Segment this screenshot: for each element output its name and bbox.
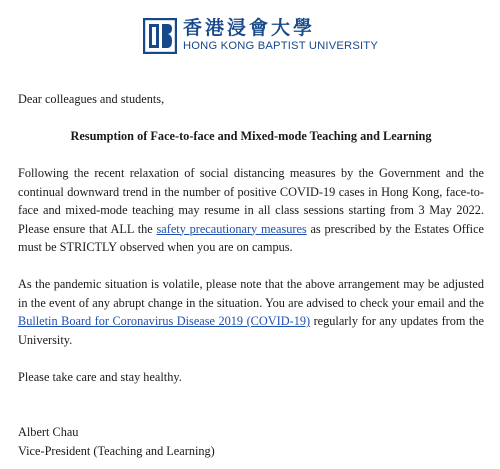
closing-line: Please take care and stay healthy. [18,369,182,384]
signatory-title: Vice-President (Teaching and Learning) [18,443,215,458]
paragraph-resumption [18,164,484,257]
university-emblem-icon [143,18,177,54]
university-name-english: HONG KONG BAPTIST UNIVERSITY [183,40,378,52]
paragraph-text: regularly for any updates from the University. [18,314,484,347]
signatory-name: Albert Chau [18,425,79,439]
letter-title: Resumption of Face-to-face and Mixed-mode Teaching and Learning [70,129,432,143]
bulletin-board-link[interactable]: Bulletin Board for Coronavirus Disease 2019 (COVID-19) [18,314,311,328]
paragraph-text: As the pandemic situation is volatile, please note that the above arrangement may be adjusted in the event of any abrupt change in the situation. You are advised to check your email and the [18,277,484,310]
paragraph-text: as prescribed by the Estates Office must be STRICTLY observed when you are on campus. [18,221,485,254]
paragraph-updates [18,275,484,349]
university-logo [143,17,378,55]
letter-body [18,90,484,460]
salutation: Dear colleagues and students, [18,92,165,106]
university-name-chinese: 香港浸會大學 [183,17,316,39]
paragraph-text: Following the recent relaxation of social distancing measures by the Government and the continual downward trend in the number of positive COVID-19 cases in Hong Kong, face-to-face and mixed-mode teaching may resume in all class sessions starting from 3 May 2022. Please ensure that ALL the [18,166,484,236]
safety-measures-link[interactable]: safety precautionary measures [156,221,307,236]
